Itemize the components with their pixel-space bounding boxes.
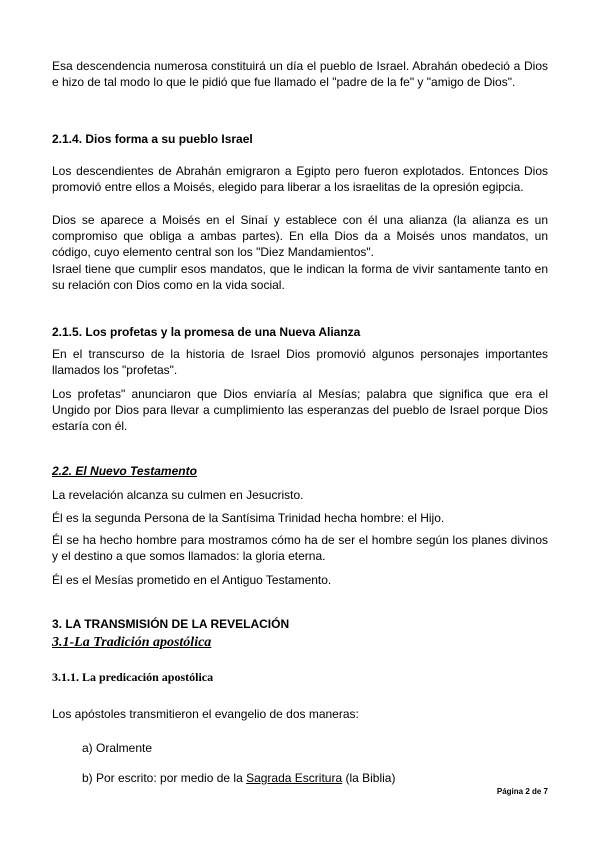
list-item-written <box>82 770 395 786</box>
paragraph-3-1-1-intro: Los apóstoles transmitieron el evangelio de dos maneras: <box>52 707 359 721</box>
heading-3-1-1: 3.1.1. La predicación apostólica <box>52 670 214 684</box>
paragraph-2-1-5-a: En el transcurso de la historia de Israel Dios promovió algunos personajes importantes llamados los "profetas". <box>52 347 548 377</box>
paragraph-2-2-a: La revelación alcanza su culmen en Jesucristo. <box>52 488 304 502</box>
intro-paragraph: Esa descendencia numerosa constituirá un día el pueblo de Israel. Abrahán obedeció a Dios e hizo de tal modo lo que le pidió que fue llamado el "padre de la fe" y "amigo de Dios". <box>52 59 548 89</box>
paragraph-2-2-b: Él es la segunda Persona de la Santísima Trinidad hecha hombre: el Hijo. <box>52 511 445 525</box>
list-item-written-prefix: b) Por escrito: por medio de la <box>82 771 247 785</box>
list-item-written-suffix: (la Biblia) <box>342 771 396 785</box>
paragraph-2-1-4-a: Los descendientes de Abrahán emigraron a Egipto pero fueron explotados. Entonces Dios promovió entre ellos a Moisés, elegido para liberar a los israelitas de la opresión egipcia. <box>52 164 548 194</box>
paragraph-2-1-4-c: Israel tiene que cumplir esos mandatos, que le indican la forma de vivir santamente tanto en su relación con Dios como en la vida social. <box>52 262 548 292</box>
paragraph-2-1-4-b: Dios se aparece a Moisés en el Sinaí y establece con él una alianza (la alianza es un compromiso que obliga a ambas partes). En ella Dios da a Moisés unos mandatos, un código, cuyo elemento central son los "Diez Mandamientos". <box>52 213 548 259</box>
paragraph-2-2-d: Él es el Mesías prometido en el Antiguo Testamento. <box>52 573 332 587</box>
paragraph-2-2-c: Él se ha hecho hombre para mostramos cómo ha de ser el hombre según los planes divinos y el destino a que somos llamados: la gloria eterna. <box>52 533 548 563</box>
heading-2-1-4: 2.1.4. Dios forma a su pueblo Israel <box>52 132 253 146</box>
list-item-oral: a) Oralmente <box>82 741 153 755</box>
heading-3: 3. LA TRANSMISIÓN DE LA REVELACIÓN <box>52 617 290 631</box>
sagrada-escritura-link[interactable]: Sagrada Escritura <box>246 771 343 785</box>
heading-2-1-5: 2.1.5. Los profetas y la promesa de una Nueva Alianza <box>52 325 361 339</box>
heading-2-2: 2.2. El Nuevo Testamento <box>52 464 197 478</box>
heading-3-1: 3.1-La Tradición apostólica <box>52 635 212 650</box>
paragraph-2-1-5-b: Los profetas" anunciaron que Dios enviaría al Mesías; palabra que significa que era el Ungido por Dios para llevar a cumplimiento las esperanzas del pueblo de Israel porque Dios estaría con él. <box>52 387 548 433</box>
page-number: Página 2 de 7 <box>496 787 548 796</box>
